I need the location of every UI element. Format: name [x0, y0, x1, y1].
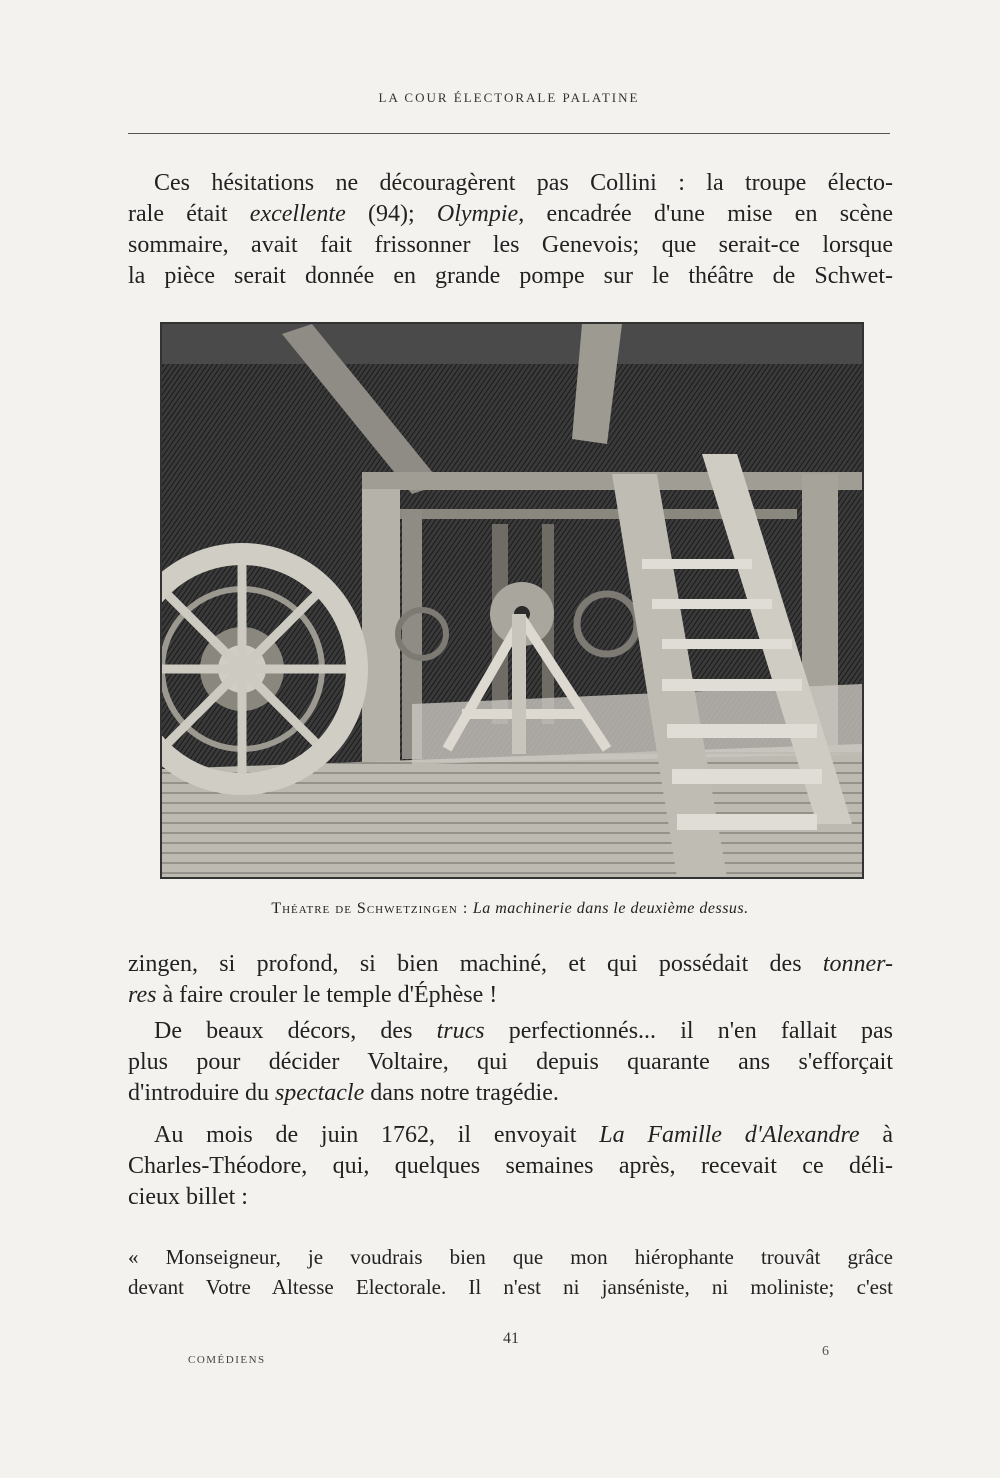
paragraph-1 — [128, 168, 893, 292]
text-line: res à faire crouler le temple d'Éphèse ! — [128, 982, 498, 1008]
signature-mark-left: COMÉDIENS — [188, 1354, 266, 1366]
text-line: Ces hésitations ne découragèrent pas Collini : la troupe électo- — [154, 170, 893, 196]
text-line: rale était excellente (94); Olympie, encadrée d'une mise en scène — [128, 201, 893, 227]
header-rule — [128, 133, 890, 134]
text-line: devant Votre Altesse Electorale. Il n'est ni janséniste, ni moliniste; c'est — [128, 1275, 893, 1299]
text-line: Au mois de juin 1762, il envoyait La Famille d'Alexandre à — [154, 1122, 893, 1148]
text-line: sommaire, avait fait frissonner les Genevois; que serait-ce lorsque — [128, 232, 893, 258]
text-line: De beaux décors, des trucs perfectionnés... il n'en fallait pas — [154, 1018, 894, 1044]
text-line: d'introduire du spectacle dans notre tragédie. — [128, 1080, 559, 1106]
text-line: la pièce serait donnée en grande pompe sur le théâtre de Schwet- — [128, 263, 893, 289]
text-line: Charles-Théodore, qui, quelques semaines après, recevait ce déli- — [128, 1153, 893, 1179]
text-line: « Monseigneur, je voudrais bien que mon hiérophante trouvât grâce — [128, 1245, 893, 1269]
stage-machinery-engraving — [162, 324, 862, 877]
text-line: zingen, si profond, si bien machiné, et qui possédait des tonner- — [128, 951, 893, 977]
signature-mark-right: 6 — [822, 1344, 829, 1359]
text-line: cieux billet : — [128, 1184, 248, 1210]
running-head: LA COUR ÉLECTORALE PALATINE — [378, 90, 640, 105]
text-line: plus pour décider Voltaire, qui depuis quarante ans s'efforçait — [128, 1049, 893, 1075]
caption-label: Théatre de Schwetzingen : — [271, 900, 469, 917]
quoted-letter — [128, 1242, 893, 1302]
page-number: 41 — [503, 1330, 519, 1347]
paragraph-4 — [128, 1120, 893, 1213]
engraving-illustration — [160, 322, 864, 879]
paragraph-2 — [128, 949, 893, 1011]
figure-caption — [160, 900, 860, 918]
paragraph-3 — [128, 1016, 893, 1109]
caption-title: La machinerie dans le deuxième dessus. — [472, 900, 749, 917]
